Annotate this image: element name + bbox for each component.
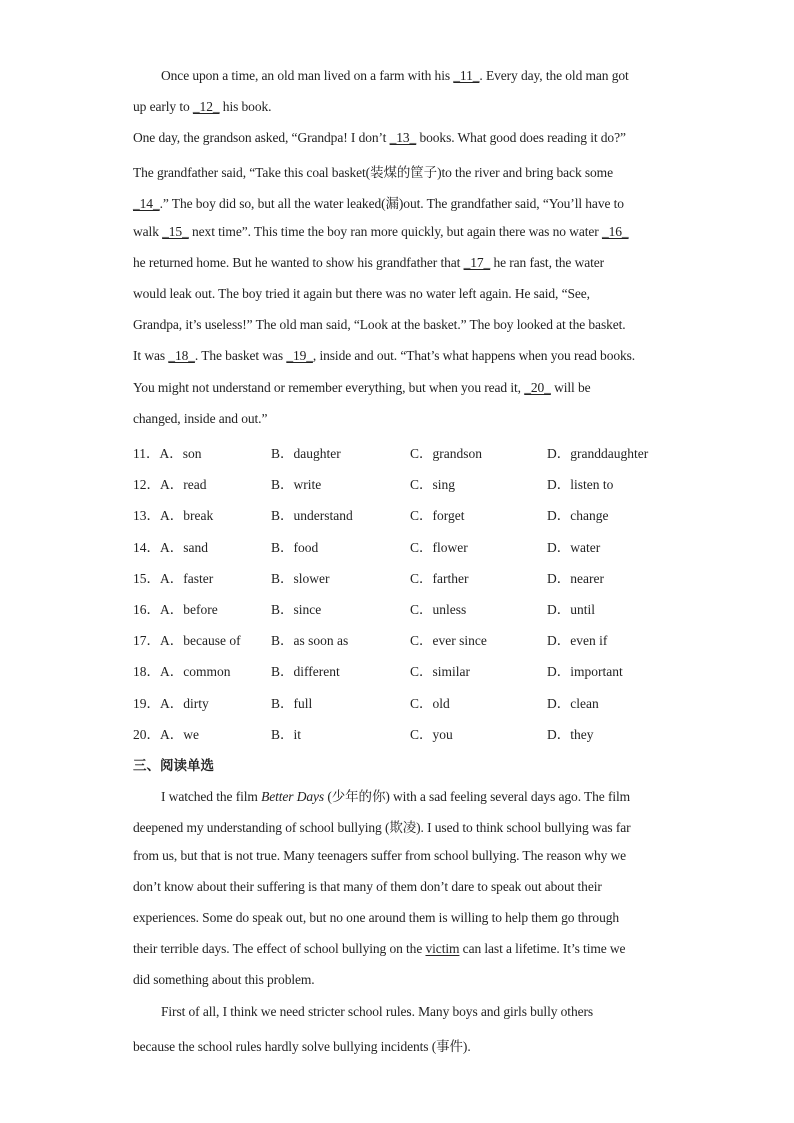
- passage1-line-9: Grandpa, it’s useless!” The old man said, “Look at the basket.” The boy looked at the basket.: [133, 317, 626, 332]
- option-d: D．listen to: [547, 477, 614, 492]
- option-c: C．old: [410, 696, 450, 711]
- option-d: D．water: [547, 540, 601, 555]
- option-b: B．write: [271, 477, 322, 492]
- option-a: 16．A．before: [133, 602, 218, 617]
- option-b: B．since: [271, 602, 322, 617]
- question-11: [133, 442, 693, 462]
- blank-19: _19_: [286, 348, 313, 363]
- question-18: [133, 660, 693, 680]
- blank-17: _17_: [463, 255, 491, 270]
- underlined-word-victim: victim: [425, 941, 460, 956]
- option-a: 20．A．we: [133, 727, 199, 742]
- passage2-line-3: from us, but that is not true. Many teenagers suffer from school bullying. The reason why we: [133, 848, 627, 863]
- passage1-line-6: walk _15_ next time”. This time the boy ran more quickly, but again there was no water _16_: [133, 224, 629, 239]
- passage1-line-2: up early to _12_ his book.: [133, 99, 272, 114]
- option-d: D．nearer: [547, 571, 604, 586]
- blank-16: _16_: [601, 224, 629, 239]
- passage1-line-7: he returned home. But he wanted to show his grandfather that _17_ he ran fast, the water: [133, 255, 605, 270]
- option-b: B．slower: [271, 571, 330, 586]
- passage2-line-1: I watched the film Better Days (少年的你) with a sad feeling several days ago. The film: [161, 789, 631, 804]
- blank-14: _14_: [133, 196, 160, 211]
- option-b: B．understand: [271, 508, 353, 523]
- passage1-line-5: _14_.” The boy did so, but all the water leaked(漏)out. The grandfather said, “You’ll have to: [133, 196, 624, 211]
- option-d: D．they: [547, 727, 594, 742]
- option-c: C．grandson: [410, 446, 482, 461]
- question-13: [133, 504, 693, 524]
- option-d: D．clean: [547, 696, 599, 711]
- blank-18: _18_: [168, 348, 195, 363]
- option-a: 12．A．read: [133, 477, 207, 492]
- option-c: C．forget: [410, 508, 465, 523]
- passage1-line-10: It was _18_. The basket was _19_, inside and out. “That’s what happens when you read books.: [133, 348, 636, 363]
- film-title: Better Days: [261, 789, 325, 804]
- option-b: B．different: [271, 664, 340, 679]
- passage2-line-4: don’t know about their suffering is that many of them don’t dare to speak out about their: [133, 879, 602, 894]
- option-a: 15．A．faster: [133, 571, 214, 586]
- question-19: [133, 692, 693, 712]
- option-d: D．important: [547, 664, 623, 679]
- option-b: B．daughter: [271, 446, 341, 461]
- passage1-line-1: Once upon a time, an old man lived on a farm with his _11_. Every day, the old man got: [161, 68, 629, 83]
- option-c: C．similar: [410, 664, 470, 679]
- blank-12: _12_: [192, 99, 220, 114]
- section-title: 三、阅读单选: [133, 758, 214, 774]
- option-c: C．you: [410, 727, 453, 742]
- option-c: C．ever since: [410, 633, 487, 648]
- passage1-line-4: The grandfather said, “Take this coal basket(装煤的筐子)to the river and bring back some: [133, 165, 613, 180]
- question-20: [133, 723, 693, 743]
- passage2-line-2: deepened my understanding of school bullying (欺凌). I used to think school bullying was far: [133, 820, 631, 835]
- option-a: 18．A．common: [133, 664, 231, 679]
- blank-15: _15_: [162, 224, 189, 239]
- option-d: D．even if: [547, 633, 608, 648]
- option-b: B．it: [271, 727, 302, 742]
- option-c: C．sing: [410, 477, 456, 492]
- option-b: B．full: [271, 696, 313, 711]
- question-14: [133, 536, 693, 556]
- passage2-line-6: their terrible days. The effect of school bullying on the victim can last a lifetime. It’s time we: [133, 941, 626, 956]
- option-d: D．change: [547, 508, 609, 523]
- blank-13: _13_: [389, 130, 417, 145]
- option-a: 17．A．because of: [133, 633, 241, 648]
- passage2-line-5: experiences. Some do speak out, but no one around them is willing to help them go through: [133, 910, 620, 925]
- passage2-line-9: because the school rules hardly solve bullying incidents (事件).: [133, 1039, 471, 1054]
- option-d: D．granddaughter: [547, 446, 649, 461]
- option-c: C．unless: [410, 602, 467, 617]
- blank-20: _20_: [524, 380, 551, 395]
- option-c: C．farther: [410, 571, 469, 586]
- passage2-line-7: did something about this problem.: [133, 972, 315, 987]
- option-b: B．food: [271, 540, 319, 555]
- question-16: [133, 598, 693, 618]
- blank-11: _11_: [453, 68, 480, 83]
- passage2-line-8: First of all, I think we need stricter school rules. Many boys and girls bully others: [161, 1004, 594, 1019]
- option-d: D．until: [547, 602, 596, 617]
- question-15: [133, 567, 693, 587]
- option-a: 11．A．son: [133, 446, 202, 461]
- passage1-line-8: would leak out. The boy tried it again but there was no water left again. He said, “See,: [133, 286, 590, 301]
- question-12: [133, 473, 693, 493]
- option-a: 14．A．sand: [133, 540, 208, 555]
- passage1-line-11: You might not understand or remember everything, but when you read it, _20_ will be: [133, 380, 591, 395]
- option-a: 19．A．dirty: [133, 696, 209, 711]
- passage1-line-12: changed, inside and out.”: [133, 411, 268, 426]
- question-17: [133, 629, 693, 649]
- passage1-line-3: One day, the grandson asked, “Grandpa! I don’t _13_ books. What good does reading it do?”: [133, 130, 626, 145]
- option-a: 13．A．break: [133, 508, 214, 523]
- option-b: B．as soon as: [271, 633, 349, 648]
- option-c: C．flower: [410, 540, 468, 555]
